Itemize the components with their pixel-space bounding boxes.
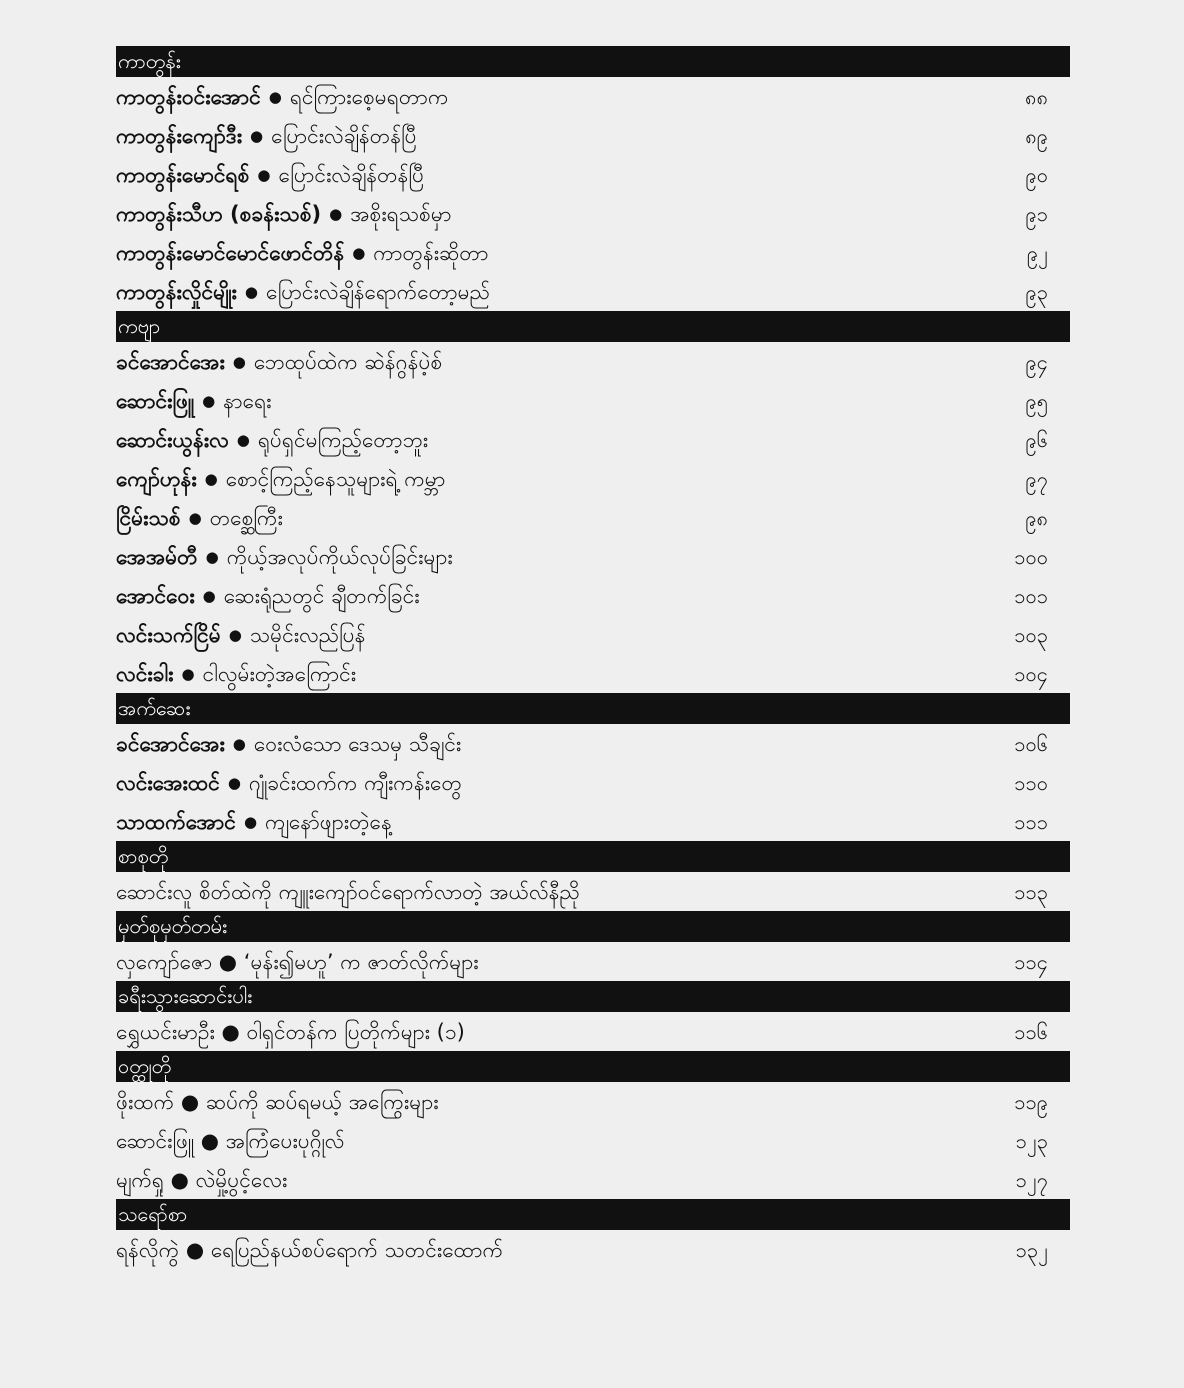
entry-title: ကျနော်ဖျားတဲ့နေ့ xyxy=(265,810,392,834)
section-header: သရော်စာ xyxy=(116,1199,1070,1230)
entry-author: ကာတွန်းလှိုင်မျိုး xyxy=(116,280,237,304)
entry-title: ကာတွန်းဆိုတာ xyxy=(373,241,489,265)
bullet-icon: ● xyxy=(236,431,250,449)
toc-entry[interactable] xyxy=(116,1160,1070,1199)
entry-author: ကျော်ဟုန်း xyxy=(116,467,197,491)
entry-author: ဆောင်းယွန်းလ xyxy=(116,428,229,452)
entry-page-number: ၁၀၄ xyxy=(1014,662,1048,686)
entry-title: ဆောင်းဖြူ ● အကြံပေးပုဂ္ဂိုလ် xyxy=(116,1129,345,1153)
bullet-icon: ● xyxy=(232,353,246,371)
entry-title: အစိုးရသစ်မှာ xyxy=(350,202,452,226)
entry-page-number: ၉၈ xyxy=(1025,506,1048,530)
section-header: ဝတ္ထုတို xyxy=(116,1051,1070,1082)
entry-page-number: ၉၁ xyxy=(1025,202,1048,226)
entry-author: လင်းခါး xyxy=(116,662,174,686)
entry-title: နာရေး xyxy=(223,389,272,413)
section-header: စာစုတို xyxy=(116,841,1070,872)
entry-page-number: ၈၈ xyxy=(1025,85,1048,109)
entry-page-number: ၁၁၁ xyxy=(1014,810,1048,834)
bullet-icon: ● xyxy=(232,735,246,753)
entry-title: ငါလွမ်းတဲ့အကြောင်း xyxy=(202,662,357,686)
entry-author: သာထက်အောင် xyxy=(116,810,236,834)
entry-page-number: ၁၂၃ xyxy=(1015,1129,1048,1153)
toc-entry[interactable] xyxy=(116,194,1070,233)
entry-author: ခင်အောင်အေး xyxy=(116,350,225,374)
toc-entry[interactable] xyxy=(116,1012,1070,1051)
entry-page-number: ၉၄ xyxy=(1025,350,1048,374)
toc-entry[interactable] xyxy=(116,420,1070,459)
entry-page-number: ၁၀၆ xyxy=(1014,732,1048,756)
entry-title: ရန်လိုကွဲ ● ရေပြည်နယ်စပ်ရောက် သတင်းထောက် xyxy=(116,1238,504,1262)
bullet-icon: ● xyxy=(228,626,242,644)
entry-title: ရုပ်ရှင်မကြည့်တော့ဘူး xyxy=(257,428,429,452)
entry-page-number: ၁၁၃ xyxy=(1014,880,1048,904)
toc-entry[interactable] xyxy=(116,615,1070,654)
entry-author: ကာတွန်းသီဟ (စခန်းသစ်) xyxy=(116,202,322,226)
entry-author: အောင်ဝေး xyxy=(116,584,195,608)
entry-page-number: ၁၂၇ xyxy=(1015,1168,1048,1192)
section-header: အက်ဆေး xyxy=(116,693,1070,724)
toc-entry[interactable] xyxy=(116,498,1070,537)
toc-entry[interactable] xyxy=(116,1230,1070,1269)
entry-page-number: ၁၃၂ xyxy=(1015,1238,1048,1262)
toc-entry[interactable] xyxy=(116,381,1070,420)
entry-page-number: ၁၀၃ xyxy=(1014,623,1048,647)
entry-page-number: ၉၇ xyxy=(1025,467,1048,491)
toc-entry[interactable] xyxy=(116,459,1070,498)
bullet-icon: ● xyxy=(244,283,258,301)
toc-entry[interactable] xyxy=(116,77,1070,116)
toc-entry[interactable] xyxy=(116,116,1070,155)
entry-page-number: ၁၁၉ xyxy=(1014,1090,1048,1114)
toc-entry[interactable] xyxy=(116,763,1070,802)
entry-page-number: ၁၁၆ xyxy=(1014,1020,1048,1044)
entry-title: မျက်ရှု ● လဲမှို့ပွင့်လေး xyxy=(116,1168,288,1192)
bullet-icon: ● xyxy=(202,392,216,410)
bullet-icon: ● xyxy=(181,665,195,683)
toc-entry[interactable] xyxy=(116,233,1070,272)
section-header: ကဗျာ xyxy=(116,311,1070,342)
entry-page-number: ၁၁၄ xyxy=(1014,950,1048,974)
entry-page-number: ၁၀၁ xyxy=(1014,584,1048,608)
entry-title: ဝေးလံသော ဒေသမှ သီချင်း xyxy=(253,732,462,756)
entry-title: စောင့်ကြည့်နေသူများရဲ့ ကမ္ဘာ xyxy=(225,467,446,491)
bullet-icon: ● xyxy=(188,509,202,527)
entry-title: သမိုင်းလည်ပြန် xyxy=(249,623,366,647)
entry-title: ပြောင်းလဲချိန်တန်ပြီ xyxy=(278,163,424,187)
toc-entry[interactable] xyxy=(116,1082,1070,1121)
entry-page-number: ၉၆ xyxy=(1025,428,1048,452)
entry-author: လင်းသက်ငြိမ် xyxy=(116,623,221,647)
entry-title: ရွှေယင်းမာဦး ● ဝါရှင်တန်က ပြတိုက်များ (၁) xyxy=(116,1020,465,1044)
toc-entry[interactable] xyxy=(116,155,1070,194)
entry-title: ဖိုးထက် ● ဆပ်ကို ဆပ်ရမယ့် အကြွေးများ xyxy=(116,1090,439,1114)
toc-entry[interactable] xyxy=(116,942,1070,981)
toc-entry[interactable] xyxy=(116,802,1070,841)
entry-page-number: ၉၃ xyxy=(1025,280,1048,304)
entry-title: ပြောင်းလဲချိန်ရောက်တော့မည် xyxy=(265,280,490,304)
bullet-icon: ● xyxy=(329,205,343,223)
toc-entry[interactable] xyxy=(116,537,1070,576)
entry-title: တစ္ဆေကြီး xyxy=(209,506,283,530)
entry-page-number: ၁၁၀ xyxy=(1014,771,1048,795)
entry-author: ဆောင်းဖြူ xyxy=(116,389,195,413)
entry-author: ခင်အောင်အေး xyxy=(116,732,225,756)
bullet-icon: ● xyxy=(227,774,241,792)
entry-author: ကာတွန်းမောင်ရစ် xyxy=(116,163,250,187)
bullet-icon: ● xyxy=(352,244,366,262)
entry-page-number: ၉၂ xyxy=(1026,241,1048,265)
toc-entry[interactable] xyxy=(116,724,1070,763)
entry-title: ရင်ကြားစေ့မရတာက xyxy=(289,85,449,109)
toc-entry[interactable] xyxy=(116,342,1070,381)
toc-entry[interactable] xyxy=(116,576,1070,615)
bullet-icon: ● xyxy=(243,813,258,831)
toc-entry[interactable] xyxy=(116,272,1070,311)
entry-page-number: ၈၉ xyxy=(1025,124,1048,148)
entry-title: ဆောင်းလူ စိတ်ထဲကို ကျူးကျော်ဝင်ရောက်လာတဲ့ အယ်လ်နီညို xyxy=(116,880,580,904)
entry-title: ကိုယ့်အလုပ်ကိုယ်လုပ်ခြင်းများ xyxy=(226,545,453,569)
bullet-icon: ● xyxy=(250,127,264,145)
table-of-contents xyxy=(116,46,1070,1269)
section-header: ကာတွန်း xyxy=(116,46,1070,77)
toc-entry[interactable] xyxy=(116,654,1070,693)
section-header: မှတ်စုမှတ်တမ်း xyxy=(116,911,1070,942)
bullet-icon: ● xyxy=(257,166,271,184)
entry-page-number: ၉၀ xyxy=(1025,163,1048,187)
entry-page-number: ၉၅ xyxy=(1025,389,1048,413)
bullet-icon: ● xyxy=(202,587,216,605)
toc-entry[interactable] xyxy=(116,872,1070,911)
toc-entry[interactable] xyxy=(116,1121,1070,1160)
entry-title: ပြောင်းလဲချိန်တန်ပြီ xyxy=(271,124,417,148)
entry-title: ဂျုံခင်းထက်က ကျီးကန်းတွေ xyxy=(248,771,462,795)
bullet-icon: ● xyxy=(204,470,218,488)
entry-page-number: ၁၀၀ xyxy=(1014,545,1048,569)
bullet-icon: ● xyxy=(268,88,282,106)
entry-title: ဆေးရုံညတွင် ချီတက်ခြင်း xyxy=(223,584,420,608)
bullet-icon: ● xyxy=(205,548,219,566)
entry-author: ငြိမ်းသစ် xyxy=(116,506,181,530)
entry-author: လင်းအေးထင် xyxy=(116,771,220,795)
section-header: ခရီးသွားဆောင်းပါး xyxy=(116,981,1070,1012)
entry-author: ကာတွန်းကျော်ဒီး xyxy=(116,124,243,148)
entry-title: ဘေထုပ်ထဲက ဆဲန်ဂွန်ပဲ့စ် xyxy=(253,350,443,374)
entry-author: အေအမ်တီ xyxy=(116,545,198,569)
entry-author: ကာတွန်းမောင်မောင်ဖောင်တိန် xyxy=(116,241,345,265)
entry-title: လှကျော်ဇော ● ‘မုန်း၍မဟူ’ က ဇာတ်လိုက်များ xyxy=(116,950,479,974)
entry-author: ကာတွန်းဝင်းအောင် xyxy=(116,85,261,109)
